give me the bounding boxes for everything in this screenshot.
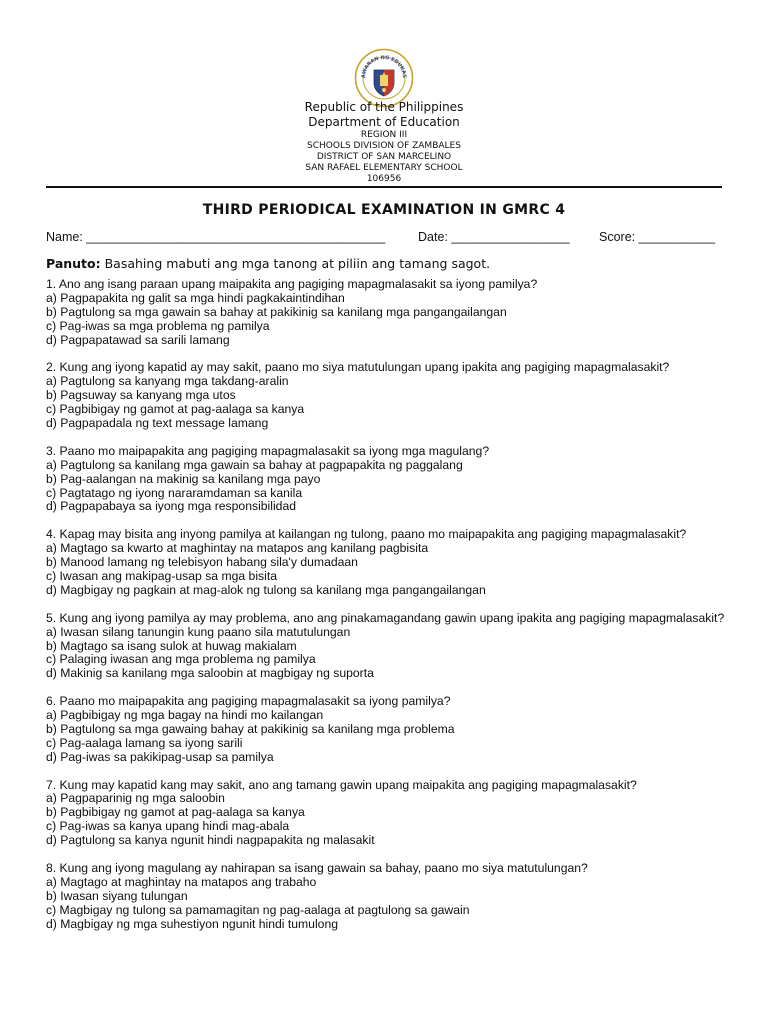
question-stem: 1. Ano ang isang paraan upang maipakita ang pagiging mapagmalasakit sa iyong pamilya? — [46, 277, 538, 291]
answer-choice: b) Magtago sa isang sulok at huwag makialam — [46, 638, 297, 653]
question-stem: 4. Kapag may bisita ang inyong pamilya at kailangan ng tulong, paano mo maipapakita ang pagiging mapagmalasakit? — [46, 527, 687, 542]
answer-choice: c) Palaging iwasan ang mga problema ng pamilya — [46, 652, 316, 667]
question-stem: 7. Kung may kapatid kang may sakit, ano ang tamang gawin upang maipakita ang pagiging mapagmalasakit? — [46, 777, 637, 792]
question-stem: 2. Kung ang iyong kapatid ay may sakit, paano mo siya matutulungan upang ipakita ang pagiging mapagmalasakit? — [46, 360, 670, 375]
question-item — [46, 695, 726, 765]
answer-choice: a) Magtago sa kwarto at maghintay na matapos ang kanilang pagbisita — [46, 541, 429, 556]
date-field: Date: _________________ — [418, 230, 570, 244]
question-stem: 3. Paano mo maipapakita ang pagiging mapagmalasakit sa iyong mga magulang? — [46, 443, 490, 458]
answer-choice: a) Iwasan silang tanungin kung paano sila matutulungan — [46, 624, 351, 639]
district-line: DISTRICT OF SAN MARCELINO — [316, 152, 452, 162]
question-stem: 6. Paano mo maipapakita ang pagiging mapagmalasakit sa iyong pamilya? — [46, 694, 451, 709]
seal-text: AWARAN NG EDUKAS — [360, 54, 408, 79]
answer-choice: c) Iwasan ang makipag-usap sa mga bisita — [46, 568, 278, 583]
deped-seal-icon — [354, 48, 414, 108]
exam-title: THIRD PERIODICAL EXAMINATION IN GMRC 4 — [202, 202, 566, 218]
answer-choice: d) Pag-iwas sa pakikipag-usap sa pamilya — [46, 749, 274, 764]
answer-choice: a) Pagtulong sa kanyang mga takdang-aralin — [46, 374, 289, 389]
instructions-text: Basahing mabuti ang mga tanong at piliin ang tamang sagot. — [100, 256, 491, 271]
question-item — [46, 278, 726, 348]
answer-choice: d) Pagpapabaya sa iyong mga responsibilidad — [46, 499, 297, 514]
question-item — [46, 528, 726, 598]
answer-choice: a) Pagbibigay ng mga bagay na hindi mo kailangan — [46, 708, 324, 723]
question-item — [46, 862, 726, 932]
header-divider — [46, 186, 722, 188]
answer-choice: c) Pag-aalaga lamang sa iyong sarili — [46, 735, 243, 750]
answer-choice: b) Manood lamang ng telebisyon habang sila'y dumadaan — [46, 555, 358, 570]
answer-choice: d) Pagtulong sa kanya ngunit hindi nagpapakita ng malasakit — [46, 833, 375, 848]
question-item — [46, 612, 726, 682]
score-field: Score: ___________ — [599, 230, 716, 244]
region-line: REGION III — [360, 130, 408, 140]
instructions-label: Panuto: — [46, 256, 101, 271]
answer-choice: b) Pagtulong sa mga gawain sa bahay at pakikinig sa kanilang mga pangangailangan — [46, 304, 507, 319]
answer-choice: c) Pagtatago ng iyong nararamdaman sa kanila — [46, 485, 303, 500]
school-line: SAN RAFAEL ELEMENTARY SCHOOL — [305, 163, 463, 173]
answer-choice: d) Magbigay ng mga suhestiyon ngunit hindi tumulong — [46, 916, 339, 931]
question-item — [46, 445, 726, 515]
answer-choice: d) Pagpapadala ng text message lamang — [46, 416, 269, 431]
question-item — [46, 361, 726, 431]
letterhead — [0, 100, 768, 185]
answer-choice: b) Pagsuway sa kanyang mga utos — [46, 388, 236, 403]
name-field: Name: ___________________________________________ — [46, 230, 386, 244]
instructions — [46, 256, 490, 271]
department-line: Department of Education — [308, 115, 460, 129]
question-list — [46, 278, 726, 945]
answer-choice: d) Makinig sa kanilang mga saloobin at magbigay ng suporta — [46, 666, 374, 681]
answer-choice: c) Pag-iwas sa mga problema ng pamilya — [46, 318, 270, 333]
division-line: SCHOOLS DIVISION OF ZAMBALES — [307, 141, 461, 151]
answer-choice: b) Pagbibigay ng gamot at pag-aalaga sa kanya — [46, 805, 305, 820]
answer-choice: a) Pagpaparinig ng mga saloobin — [46, 791, 225, 806]
question-stem: 8. Kung ang iyong magulang ay nahirapan sa isang gawain sa bahay, paano mo siya matutulungan? — [46, 860, 588, 875]
answer-choice: b) Iwasan siyang tulungan — [46, 888, 188, 903]
answer-choice: b) Pag-aalangan na makinig sa kanilang mga payo — [46, 471, 321, 486]
answer-choice: c) Magbigay ng tulong sa pamamagitan ng pag-aalaga at pagtulong sa gawain — [46, 902, 470, 917]
republic-line: Republic of the Philippines — [304, 100, 464, 114]
answer-choice: c) Pag-iwas sa kanya upang hindi mag-abala — [46, 819, 290, 834]
question-stem: 5. Kung ang iyong pamilya ay may problema, ano ang pinakamagandang gawin upang ipakita ang pagiging mapagmalasakit? — [46, 610, 725, 625]
answer-choice: c) Pagbibigay ng gamot at pag-aalaga sa kanya — [46, 402, 305, 417]
answer-choice: b) Pagtulong sa mga gawaing bahay at pakikinig sa kanilang mga problema — [46, 721, 455, 736]
student-info-fields — [46, 230, 722, 246]
answer-choice: a) Pagtulong sa kanilang mga gawain sa bahay at pagpapakita ng paggalang — [46, 457, 463, 472]
answer-choice: d) Pagpapatawad sa sarili lamang — [46, 332, 230, 347]
answer-choice: a) Magtago at maghintay na matapos ang trabaho — [46, 874, 317, 889]
school-id-line: 106956 — [366, 174, 402, 184]
answer-choice: d) Magbigay ng pagkain at mag-alok ng tulong sa kanilang mga pangangailangan — [46, 582, 486, 597]
answer-choice: a) Pagpapakita ng galit sa mga hindi pagkakaintindihan — [46, 290, 345, 305]
question-item — [46, 779, 726, 849]
